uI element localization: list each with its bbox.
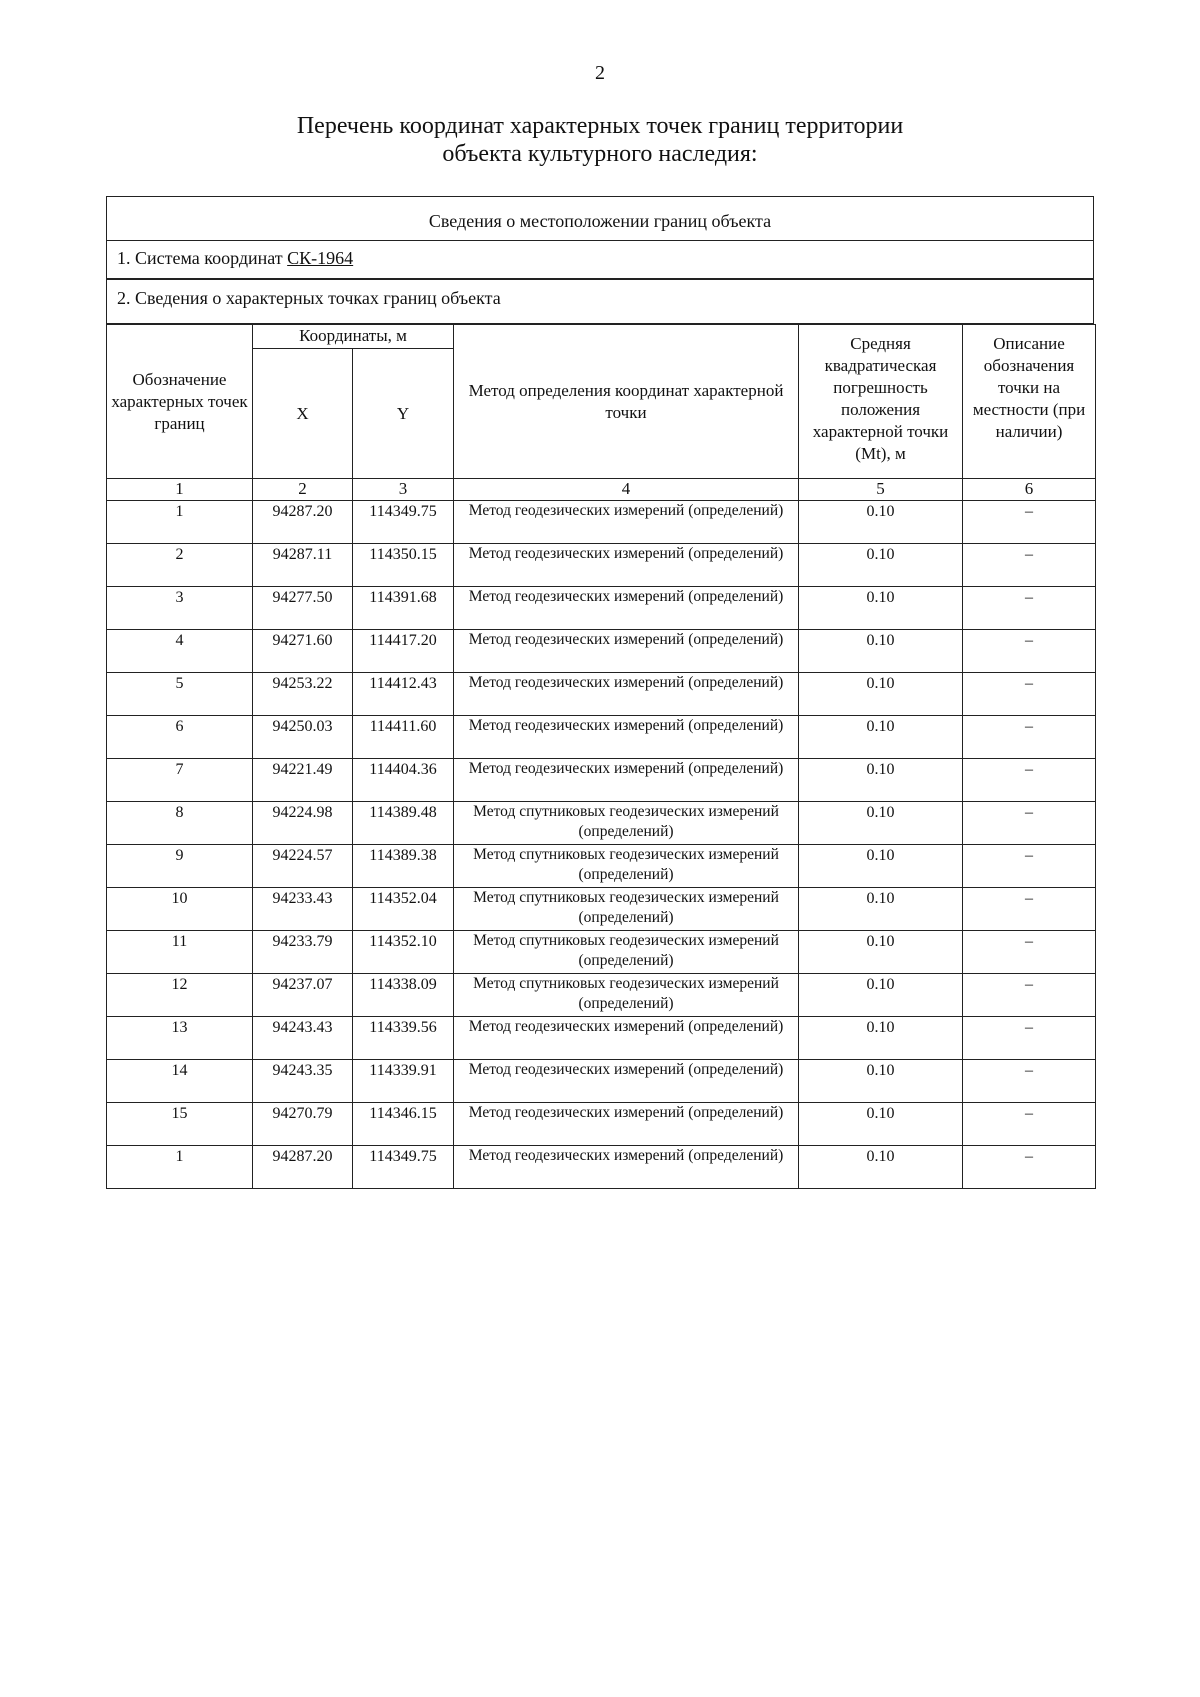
- column-number: 3: [353, 479, 454, 501]
- y-coordinate-cell: 114389.48: [353, 802, 454, 845]
- table-row: [107, 544, 1096, 587]
- error-cell: 0.10: [799, 1017, 963, 1060]
- y-coordinate-cell: 114352.04: [353, 888, 454, 931]
- description-cell: –: [963, 759, 1096, 802]
- x-coordinate-cell: 94243.43: [253, 1017, 353, 1060]
- y-coordinate-cell: 114412.43: [353, 673, 454, 716]
- error-cell: 0.10: [799, 587, 963, 630]
- y-coordinate-cell: 114349.75: [353, 1146, 454, 1189]
- description-cell: –: [963, 974, 1096, 1017]
- point-number-cell: 9: [107, 845, 253, 888]
- coordinate-system-line: [107, 241, 1093, 279]
- coordinates-table: [106, 324, 1096, 1189]
- method-cell: Метод геодезических измерений (определений): [454, 1017, 799, 1060]
- method-cell: Метод спутниковых геодезических измерений (определений): [454, 931, 799, 974]
- table-row: [107, 716, 1096, 759]
- method-cell: Метод геодезических измерений (определений): [454, 544, 799, 587]
- page-number: 2: [595, 62, 605, 84]
- method-cell: Метод геодезических измерений (определений): [454, 1146, 799, 1189]
- table-row: [107, 501, 1096, 544]
- y-coordinate-cell: 114349.75: [353, 501, 454, 544]
- description-cell: –: [963, 845, 1096, 888]
- error-cell: 0.10: [799, 1146, 963, 1189]
- x-coordinate-cell: 94224.57: [253, 845, 353, 888]
- error-cell: 0.10: [799, 845, 963, 888]
- y-coordinate-cell: 114338.09: [353, 974, 454, 1017]
- x-coordinate-cell: 94243.35: [253, 1060, 353, 1103]
- error-cell: 0.10: [799, 1103, 963, 1146]
- method-cell: Метод спутниковых геодезических измерений (определений): [454, 974, 799, 1017]
- error-cell: 0.10: [799, 1060, 963, 1103]
- description-cell: –: [963, 673, 1096, 716]
- point-number-cell: 14: [107, 1060, 253, 1103]
- coordinate-system-value: СК-1964: [287, 248, 354, 268]
- coordinate-system-label: 1. Система координат: [117, 248, 288, 268]
- description-cell: –: [963, 888, 1096, 931]
- error-cell: 0.10: [799, 888, 963, 931]
- y-coordinate-cell: 114404.36: [353, 759, 454, 802]
- error-cell: 0.10: [799, 544, 963, 587]
- x-coordinate-cell: 94237.07: [253, 974, 353, 1017]
- description-cell: –: [963, 716, 1096, 759]
- column-number: 6: [963, 479, 1096, 501]
- error-cell: 0.10: [799, 501, 963, 544]
- y-coordinate-cell: 114391.68: [353, 587, 454, 630]
- description-cell: –: [963, 1060, 1096, 1103]
- method-cell: Метод спутниковых геодезических измерений (определений): [454, 802, 799, 845]
- point-number-cell: 4: [107, 630, 253, 673]
- frame-heading: Сведения о местоположении границ объекта: [107, 197, 1093, 241]
- header-error: [799, 325, 963, 479]
- column-number: 5: [799, 479, 963, 501]
- error-cell: 0.10: [799, 931, 963, 974]
- method-cell: Метод спутниковых геодезических измерений (определений): [454, 888, 799, 931]
- table-row: [107, 673, 1096, 716]
- method-cell: Метод геодезических измерений (определений): [454, 501, 799, 544]
- point-number-cell: 7: [107, 759, 253, 802]
- column-number: 4: [454, 479, 799, 501]
- point-number-cell: 5: [107, 673, 253, 716]
- table-row: [107, 587, 1096, 630]
- table-row: [107, 1103, 1096, 1146]
- point-number-cell: 8: [107, 802, 253, 845]
- description-cell: –: [963, 587, 1096, 630]
- point-number-cell: 2: [107, 544, 253, 587]
- header-x: X: [253, 349, 353, 479]
- point-number-cell: 11: [107, 931, 253, 974]
- table-row: [107, 888, 1096, 931]
- y-coordinate-cell: 114350.15: [353, 544, 454, 587]
- table-row: [107, 1146, 1096, 1189]
- error-cell: 0.10: [799, 802, 963, 845]
- table-row: [107, 974, 1096, 1017]
- table-row: [107, 931, 1096, 974]
- method-cell: Метод геодезических измерений (определений): [454, 759, 799, 802]
- x-coordinate-cell: 94224.98: [253, 802, 353, 845]
- error-cell: 0.10: [799, 716, 963, 759]
- header-error-text: Средняя квадратическая погрешность положения характерной точки (Mt), м: [812, 334, 949, 463]
- description-cell: –: [963, 544, 1096, 587]
- point-number-cell: 15: [107, 1103, 253, 1146]
- header-coordinates: Координаты, м: [253, 325, 454, 349]
- method-cell: Метод геодезических измерений (определений): [454, 1103, 799, 1146]
- points-heading: 2. Сведения о характерных точках границ объекта: [107, 279, 1093, 323]
- x-coordinate-cell: 94287.11: [253, 544, 353, 587]
- error-cell: 0.10: [799, 630, 963, 673]
- point-number-cell: 1: [107, 1146, 253, 1189]
- boundary-info-frame: [106, 196, 1094, 324]
- y-coordinate-cell: 114389.38: [353, 845, 454, 888]
- y-coordinate-cell: 114339.56: [353, 1017, 454, 1060]
- title-line-2: объекта культурного наследия:: [442, 141, 758, 167]
- header-designation: Обозначение характерных точек границ: [107, 325, 253, 479]
- table-row: [107, 759, 1096, 802]
- table-row: [107, 845, 1096, 888]
- point-number-cell: 13: [107, 1017, 253, 1060]
- method-cell: Метод геодезических измерений (определений): [454, 673, 799, 716]
- method-cell: Метод спутниковых геодезических измерений (определений): [454, 845, 799, 888]
- x-coordinate-cell: 94287.20: [253, 1146, 353, 1189]
- y-coordinate-cell: 114339.91: [353, 1060, 454, 1103]
- method-cell: Метод геодезических измерений (определений): [454, 630, 799, 673]
- point-number-cell: 12: [107, 974, 253, 1017]
- method-cell: Метод геодезических измерений (определений): [454, 1060, 799, 1103]
- x-coordinate-cell: 94287.20: [253, 501, 353, 544]
- error-cell: 0.10: [799, 974, 963, 1017]
- x-coordinate-cell: 94271.60: [253, 630, 353, 673]
- description-cell: –: [963, 630, 1096, 673]
- description-cell: –: [963, 931, 1096, 974]
- description-cell: –: [963, 1146, 1096, 1189]
- x-coordinate-cell: 94250.03: [253, 716, 353, 759]
- point-number-cell: 6: [107, 716, 253, 759]
- method-cell: Метод геодезических измерений (определений): [454, 716, 799, 759]
- header-y: Y: [353, 349, 454, 479]
- description-cell: –: [963, 1103, 1096, 1146]
- y-coordinate-cell: 114346.15: [353, 1103, 454, 1146]
- header-description: Описание обозначения точки на местности (при наличии): [963, 325, 1096, 479]
- description-cell: –: [963, 1017, 1096, 1060]
- error-cell: 0.10: [799, 673, 963, 716]
- description-cell: –: [963, 802, 1096, 845]
- point-number-cell: 1: [107, 501, 253, 544]
- table-row: [107, 630, 1096, 673]
- table-row: [107, 1060, 1096, 1103]
- column-number: 1: [107, 479, 253, 501]
- x-coordinate-cell: 94233.79: [253, 931, 353, 974]
- point-number-cell: 3: [107, 587, 253, 630]
- y-coordinate-cell: 114411.60: [353, 716, 454, 759]
- table-row: [107, 1017, 1096, 1060]
- title-line-1: Перечень координат характерных точек границ территории: [296, 113, 904, 139]
- description-cell: –: [963, 501, 1096, 544]
- y-coordinate-cell: 114417.20: [353, 630, 454, 673]
- x-coordinate-cell: 94233.43: [253, 888, 353, 931]
- x-coordinate-cell: 94253.22: [253, 673, 353, 716]
- column-number: 2: [253, 479, 353, 501]
- table-row: [107, 802, 1096, 845]
- point-number-cell: 10: [107, 888, 253, 931]
- document-title: [0, 112, 1200, 168]
- x-coordinate-cell: 94277.50: [253, 587, 353, 630]
- method-cell: Метод геодезических измерений (определений): [454, 587, 799, 630]
- y-coordinate-cell: 114352.10: [353, 931, 454, 974]
- x-coordinate-cell: 94221.49: [253, 759, 353, 802]
- x-coordinate-cell: 94270.79: [253, 1103, 353, 1146]
- error-cell: 0.10: [799, 759, 963, 802]
- header-method: Метод определения координат характерной точки: [454, 325, 799, 479]
